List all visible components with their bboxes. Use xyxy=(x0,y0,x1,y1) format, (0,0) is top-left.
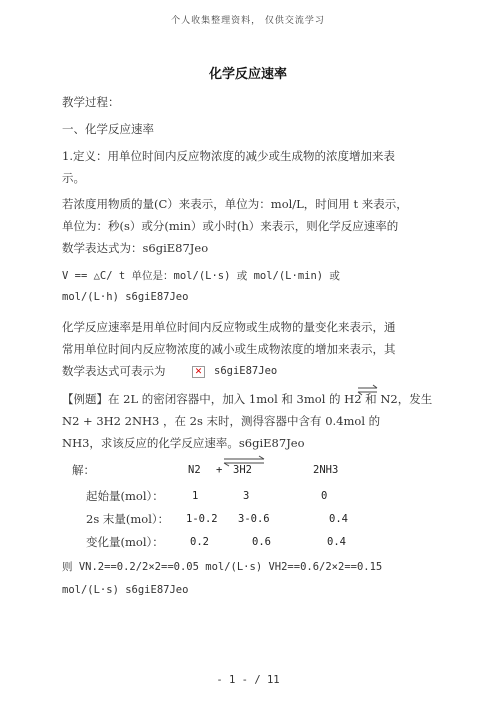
formula-line: V == △C/ t 单位是：mol/(L·s) 或 mol/(L·min) 或 xyxy=(62,270,340,282)
table-cell: 1 xyxy=(192,490,199,502)
solution-label: 解： xyxy=(72,463,95,477)
row-label: 变化量(mol）： xyxy=(86,535,164,549)
table-cell: 0.4 xyxy=(327,536,346,548)
page-number: - 1 - / 11 xyxy=(216,674,280,686)
document-title: 化学反应速率 xyxy=(208,67,287,82)
broken-image-icon: ✕ xyxy=(192,366,205,378)
result-line: mol/(L·s) s6giE87Jeo xyxy=(62,584,189,596)
text-line: 若浓度用物质的量(C）来表示，单位为：mol/L，时间用 t 来表示， xyxy=(62,197,408,211)
table-cell: 3 xyxy=(243,490,250,502)
text-line: 教学过程： xyxy=(62,95,120,109)
text-line: 数学表达式可表示为 xyxy=(62,364,166,378)
text-line: s6giE87Jeo xyxy=(214,365,278,377)
text-line: 化学反应速率是用单位时间内反应物或生成物的量变化来表示，通 xyxy=(62,320,396,334)
result-line: 则 VN.2==0.2/2×2==0.05 mol/(L·s) VH2==0.6/2×2==0.15 xyxy=(62,561,383,573)
table-cell: 3-0.6 xyxy=(238,513,270,525)
table-cell: 0 xyxy=(321,490,328,502)
text-line: 单位为：秒(s）或分(min）或小时(h）来表示，则化学反应速率的 xyxy=(62,219,399,233)
text-line: 【例题】在 2L 的密闭容器中，加入 1mol 和 3mol 的 H2 和 N2，发生 xyxy=(62,392,433,406)
equation-plus: + xyxy=(216,464,223,476)
text-line: 示。 xyxy=(62,171,85,185)
reversible-arrow-icon xyxy=(222,455,266,467)
table-cell: 0.2 xyxy=(190,536,209,548)
text-line: N2 + 3H2 2NH3 ，在 2s 末时，测得容器中含有 0.4mol 的 xyxy=(62,414,381,428)
row-label: 2s 末量(mol）： xyxy=(86,512,170,526)
table-cell: 1-0.2 xyxy=(186,513,218,525)
page-header: 个人收集整理资料， 仅供交流学习 xyxy=(171,16,325,26)
formula-line: mol/(L·h) s6giE87Jeo xyxy=(62,291,189,303)
row-label: 起始量(mol）： xyxy=(86,489,164,503)
equation-species: 2NH3 xyxy=(313,464,339,476)
table-cell: 0.4 xyxy=(329,513,348,525)
text-line: 数学表达式为：s6giE87Jeo xyxy=(62,241,209,255)
table-cell: 0.6 xyxy=(252,536,271,548)
text-line: 常用单位时间内反应物浓度的减小或生成物浓度的增加来表示，其 xyxy=(62,342,396,356)
text-line: NH3，求该反应的化学反应速率。s6giE87Jeo xyxy=(62,436,305,450)
reversible-arrow-icon xyxy=(357,384,379,396)
equation-species: N2 xyxy=(188,464,201,476)
section-heading: 一、化学反应速率 xyxy=(62,122,154,136)
text-line: 1.定义：用单位时间内反应物浓度的减少或生成物的浓度增加来表 xyxy=(62,149,395,163)
equation-species: 3H2 xyxy=(233,464,252,476)
